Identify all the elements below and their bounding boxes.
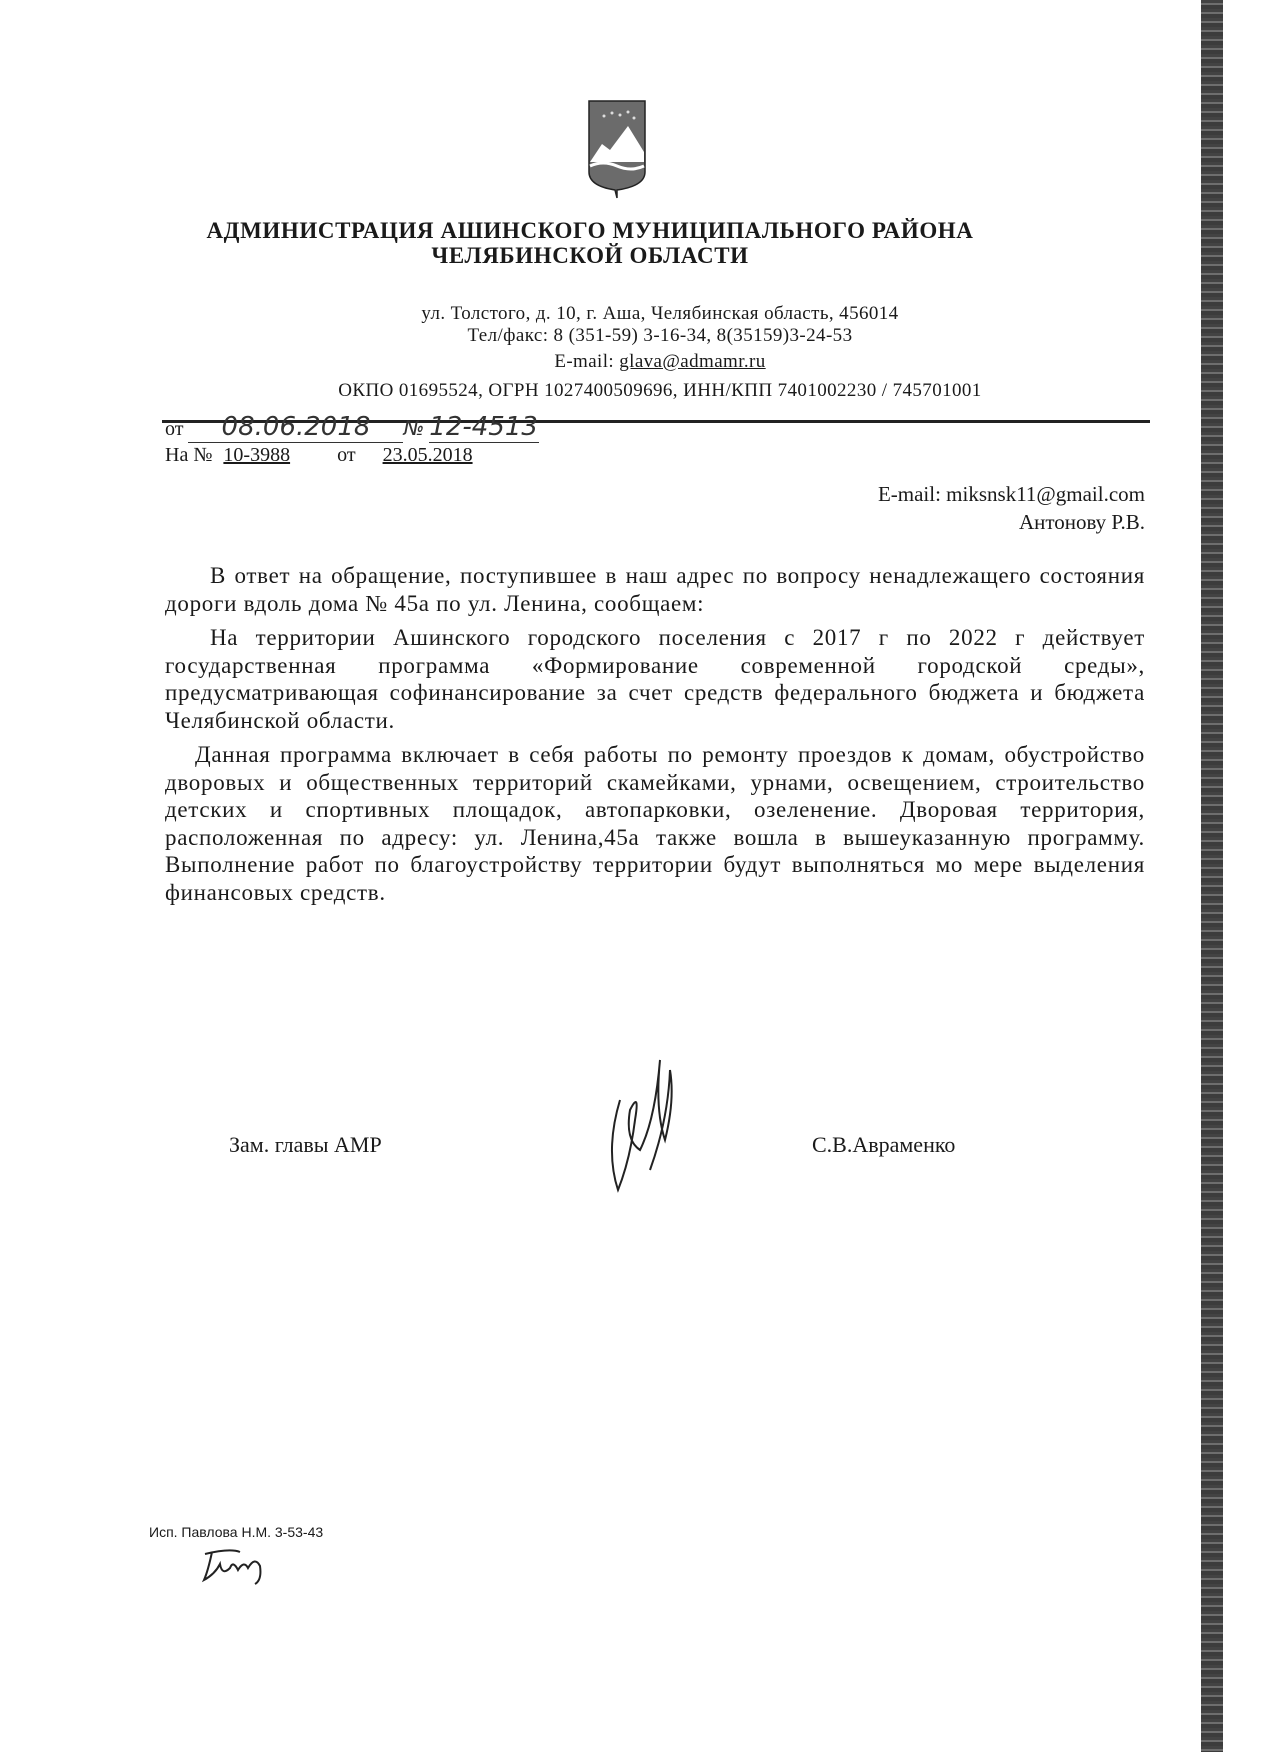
reply-to-number: 10-3988 <box>223 444 291 466</box>
recipient-email: E-mail: miksnsk11@gmail.com <box>877 482 1145 506</box>
org-name-line1: АДМИНИСТРАЦИЯ АШИНСКОГО МУНИЦИПАЛЬНОГО РАЙОНА <box>206 218 974 243</box>
scan-edge-artifact <box>1201 0 1223 1752</box>
ref-from-label: от <box>165 418 184 440</box>
reply-to-label: На № <box>165 444 213 466</box>
executor-initials-icon <box>200 1546 280 1586</box>
signatory-name: С.В.Авраменко <box>812 1132 956 1157</box>
org-email-line <box>70 351 1250 373</box>
body-paragraph-3: Данная программа включает в себя работы по ремонту проездов к домам, обустройство дворовых и общественных территорий скамейками, урнами, освещением, строительство детских и спортивных площадок, автопарковки, озеленение. Дворовая территория, расположенная по адресу: ул. Ленина,45а также вошла в вышеуказанную программу. Выполнение работ по благоустройству территории будут выполняться мо мере выделения финансовых средств. <box>165 742 1145 905</box>
ref-date-handwritten: 08.06.2018 <box>188 412 403 443</box>
ref-reply-row <box>165 444 473 467</box>
executor-info: Исп. Павлова Н.М. 3-53-43 <box>149 1524 324 1540</box>
ref-number-label: № <box>403 416 425 440</box>
org-name-line2: ЧЕЛЯБИНСКОЙ ОБЛАСТИ <box>431 243 749 268</box>
reply-from-label: от <box>337 444 356 466</box>
org-email-link[interactable]: glava@admamr.ru <box>619 351 766 372</box>
signature-icon <box>600 1040 680 1200</box>
ref-from-row <box>165 412 539 443</box>
org-codes: ОКПО 01695524, ОГРН 1027400509696, ИНН/КПП 7401002230 / 745701001 <box>338 380 982 401</box>
email-label: E-mail: <box>554 351 620 372</box>
org-address: ул. Толстого, д. 10, г. Аша, Челябинская область, 456014 <box>421 303 899 324</box>
body-paragraph-2: На территории Ашинского городского поселения с 2017 г по 2022 г действует государственная программа «Формирование современной городской среды», предусматривающая софинансирование за счет средств федерального бюджета и бюджета Челябинской области. <box>165 625 1145 733</box>
ref-number-handwritten: 12-4513 <box>429 412 538 442</box>
reply-to-date: 23.05.2018 <box>382 444 473 466</box>
letter-body <box>165 562 1145 906</box>
signatory-position: Зам. главы АМР <box>229 1132 382 1157</box>
coat-of-arms-icon <box>588 100 646 200</box>
body-paragraph-1: В ответ на обращение, поступившее в наш адрес по вопросу ненадлежащего состояния дороги вдоль дома № 45а по ул. Ленина, сообщаем: <box>165 563 1145 616</box>
recipient-name: Антонову Р.В. <box>1018 510 1145 534</box>
org-phone: Тел/факс: 8 (351-59) 3-16-34, 8(35159)3-24-53 <box>467 325 853 346</box>
recipient-block <box>878 480 1145 536</box>
